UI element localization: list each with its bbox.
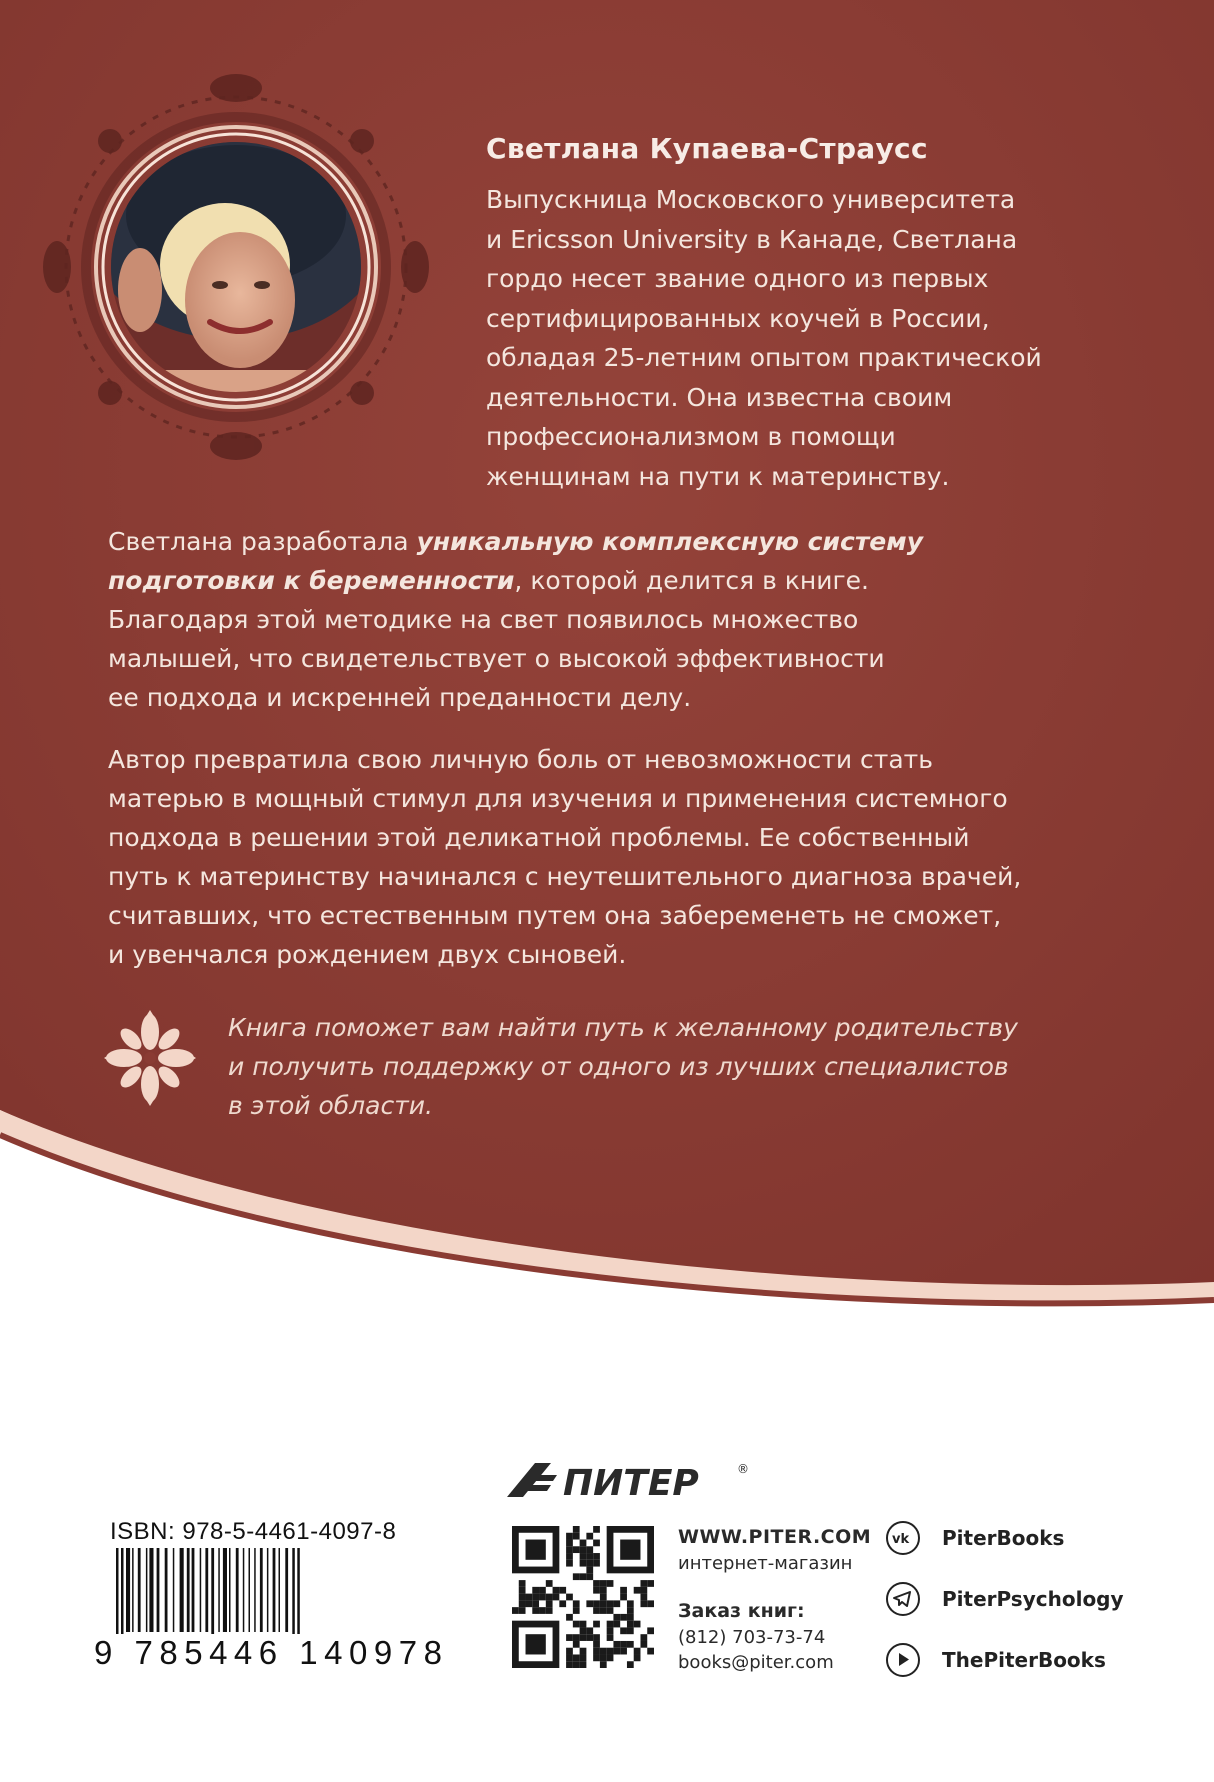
- email-link[interactable]: books@piter.com: [678, 1652, 834, 1673]
- story-paragraph: [108, 740, 1108, 974]
- social-label-youtube[interactable]: ThePiterBooks: [942, 1648, 1106, 1672]
- paragraph-line: [108, 522, 1108, 561]
- qr-module: [566, 1540, 573, 1547]
- qr-module: [566, 1533, 573, 1540]
- qr-module: [580, 1553, 587, 1560]
- qr-module: [607, 1607, 614, 1614]
- qr-module: [580, 1540, 587, 1547]
- qr-module: [532, 1607, 539, 1614]
- qr-module: [600, 1580, 607, 1587]
- qr-module: [546, 1580, 553, 1587]
- qr-module: [640, 1594, 647, 1601]
- qr-module: [620, 1614, 627, 1621]
- paragraph-line: [108, 561, 1108, 600]
- qr-module: [566, 1661, 573, 1668]
- barcode-bar: [192, 1548, 195, 1632]
- barcode-bar: [187, 1548, 190, 1632]
- paragraph-line: считавших, что естественным путем она забеременеть не сможет,: [108, 901, 1002, 930]
- qr-module: [580, 1546, 587, 1553]
- qr-module: [600, 1587, 607, 1594]
- qr-module: [586, 1560, 593, 1567]
- qr-module: [600, 1661, 607, 1668]
- text-plain: , которой делится в книге.: [514, 566, 869, 595]
- logo-text: ПИТЕР: [563, 1463, 699, 1504]
- qr-module: [593, 1607, 600, 1614]
- barcode-bar: [180, 1548, 184, 1632]
- qr-module: [532, 1594, 539, 1601]
- author-bio: [486, 180, 1126, 496]
- barcode-bar: [200, 1548, 202, 1632]
- barcode-bar: [254, 1548, 256, 1632]
- qr-module: [532, 1587, 539, 1594]
- barcode-bar: [146, 1548, 148, 1632]
- qr-module: [647, 1600, 654, 1607]
- qr-module: [600, 1654, 607, 1661]
- bio-line: деятельности. Она известна своим: [486, 382, 953, 412]
- qr-module: [586, 1533, 593, 1540]
- qr-module: [600, 1594, 607, 1601]
- qr-module: [566, 1614, 573, 1621]
- qr-module: [600, 1600, 607, 1607]
- qr-module: [593, 1641, 600, 1648]
- youtube-icon[interactable]: [886, 1643, 920, 1677]
- qr-module: [627, 1627, 634, 1634]
- barcode-bar: [138, 1548, 141, 1632]
- qr-module: [600, 1607, 607, 1614]
- paragraph-line: подхода в решении этой деликатной проблемы. Ее собственный: [108, 823, 970, 852]
- barcode-digits: 9 785446 140978: [94, 1634, 449, 1671]
- qr-module: [586, 1567, 593, 1574]
- qr-module: [620, 1648, 627, 1655]
- qr-module: [539, 1594, 546, 1601]
- qr-module: [620, 1627, 627, 1634]
- qr-module: [573, 1654, 580, 1661]
- social-label-telegram[interactable]: PiterPsychology: [942, 1587, 1124, 1611]
- barcode-bar: [229, 1548, 231, 1632]
- qr-module: [573, 1600, 580, 1607]
- qr-module: [647, 1580, 654, 1587]
- qr-module: [593, 1553, 600, 1560]
- bio-line: профессионализмом в помощи: [486, 422, 896, 451]
- qr-module: [586, 1573, 593, 1580]
- qr-module: [593, 1600, 600, 1607]
- qr-module: [593, 1648, 600, 1655]
- qr-module: [526, 1634, 546, 1654]
- qr-module: [600, 1648, 607, 1655]
- qr-module: [580, 1661, 587, 1668]
- phone-number: (812) 703-73-74: [678, 1627, 826, 1648]
- qr-module: [580, 1654, 587, 1661]
- qr-module: [519, 1607, 526, 1614]
- method-paragraph: [108, 522, 1108, 717]
- paragraph-line: Благодаря этой методике на свет появилось множество: [108, 605, 859, 634]
- qr-module: [593, 1634, 600, 1641]
- website-link[interactable]: WWW.PITER.COM: [678, 1526, 872, 1548]
- telegram-icon[interactable]: [886, 1582, 920, 1616]
- text-plain: Светлана разработала: [108, 527, 417, 556]
- qr-module: [566, 1560, 573, 1567]
- qr-module: [647, 1648, 654, 1655]
- qr-module: [613, 1614, 620, 1621]
- qr-module: [566, 1648, 573, 1655]
- qr-module: [593, 1621, 600, 1628]
- qr-module: [613, 1600, 620, 1607]
- qr-module: [573, 1607, 580, 1614]
- qr-module: [620, 1540, 640, 1560]
- qr-module: [607, 1648, 614, 1655]
- qr-module: [566, 1654, 573, 1661]
- qr-module: [640, 1587, 647, 1594]
- bio-line: обладая 25-летним опытом практической: [486, 343, 1042, 372]
- qr-module: [627, 1661, 634, 1668]
- bio-line: Выпускница Московского университета: [486, 185, 1016, 214]
- qr-module: [593, 1587, 600, 1594]
- qr-module: [553, 1587, 560, 1594]
- piter-logo: [505, 1455, 765, 1505]
- qr-module: [559, 1600, 566, 1607]
- quote-line: Книга поможет вам найти путь к желанному родительству: [228, 1013, 1018, 1042]
- qr-module: [580, 1627, 587, 1634]
- order-label: Заказ книг:: [678, 1600, 805, 1622]
- qr-module: [566, 1634, 573, 1641]
- vk-icon[interactable]: [886, 1521, 920, 1555]
- bio-line: сертифицированных коучей в России,: [486, 303, 990, 333]
- qr-module: [526, 1594, 533, 1601]
- qr-module: [586, 1600, 593, 1607]
- barcode-bar: [126, 1548, 130, 1632]
- qr-module: [519, 1594, 526, 1601]
- isbn-block: [110, 1518, 440, 1546]
- qr-module: [613, 1648, 620, 1655]
- qr-module: [640, 1600, 647, 1607]
- qr-module: [607, 1654, 614, 1661]
- barcode-bar: [279, 1548, 281, 1632]
- qr-module: [512, 1607, 519, 1614]
- shop-label: интернет-магазин: [678, 1553, 853, 1574]
- text-emphasis: уникальную комплексную систему: [416, 527, 923, 556]
- qr-module: [573, 1573, 580, 1580]
- qr-module: [607, 1580, 614, 1587]
- qr-module: [640, 1634, 647, 1641]
- qr-module: [586, 1634, 593, 1641]
- qr-module: [546, 1594, 553, 1601]
- qr-module: [573, 1634, 580, 1641]
- qr-module: [566, 1594, 573, 1601]
- registered-mark: ®: [737, 1462, 749, 1476]
- social-label-vk[interactable]: PiterBooks: [942, 1526, 1065, 1550]
- qr-module: [546, 1607, 553, 1614]
- qr-module: [553, 1594, 560, 1601]
- quote-line: в этой области.: [228, 1091, 433, 1120]
- barcode-bar: [223, 1548, 227, 1632]
- quote-block: [228, 1008, 1128, 1125]
- qr-module: [580, 1573, 587, 1580]
- svg-text:vk: vk: [892, 1532, 910, 1547]
- barcode-bar: [243, 1548, 245, 1632]
- qr-module: [627, 1607, 634, 1614]
- barcode-bar: [273, 1548, 276, 1632]
- qr-module: [559, 1587, 566, 1594]
- barcode-bar: [285, 1548, 288, 1632]
- barcode-bar: [236, 1548, 239, 1632]
- qr-module: [580, 1621, 587, 1628]
- qr-module: [519, 1580, 526, 1587]
- qr-module: [586, 1546, 593, 1553]
- qr-module: [620, 1594, 627, 1601]
- barcode-bar: [267, 1548, 269, 1632]
- qr-module: [586, 1627, 593, 1634]
- qr-module: [586, 1553, 593, 1560]
- barcode-bar: [173, 1548, 175, 1632]
- qr-module: [539, 1607, 546, 1614]
- qr-module: [593, 1580, 600, 1587]
- qr-module: [634, 1654, 641, 1661]
- qr-module: [593, 1560, 600, 1567]
- qr-module: [593, 1526, 600, 1533]
- qr-module: [620, 1641, 627, 1648]
- qr-module: [627, 1600, 634, 1607]
- qr-module: [546, 1600, 553, 1607]
- qr-module: [627, 1614, 634, 1621]
- qr-module: [580, 1634, 587, 1641]
- qr-code[interactable]: [512, 1526, 654, 1668]
- barcode-bar: [205, 1548, 208, 1632]
- barcode-bar: [260, 1548, 263, 1632]
- barcode-bar: [132, 1548, 134, 1632]
- barcode-bar: [165, 1548, 168, 1632]
- qr-module: [573, 1621, 580, 1628]
- qr-module: [526, 1540, 546, 1560]
- qr-module: [640, 1580, 647, 1587]
- qr-module: [593, 1540, 600, 1547]
- paragraph-line: ее подхода и искренней преданности делу.: [108, 683, 692, 712]
- qr-module: [566, 1546, 573, 1553]
- qr-module: [532, 1600, 539, 1607]
- author-name: Светлана Купаева-Страусс: [486, 132, 928, 165]
- barcode-bar: [157, 1548, 160, 1632]
- paragraph-line: матерью в мощный стимул для изучения и применения системного: [108, 784, 1008, 813]
- qr-module: [526, 1600, 533, 1607]
- qr-module: [640, 1641, 647, 1648]
- qr-module: [573, 1526, 580, 1533]
- barcode-bar: [249, 1548, 251, 1632]
- bio-line: гордо несет звание одного из первых: [486, 264, 989, 293]
- qr-module: [613, 1641, 620, 1648]
- qr-module: [607, 1634, 614, 1641]
- qr-module: [627, 1641, 634, 1648]
- bio-line: женщинам на пути к материнству.: [486, 461, 950, 491]
- qr-module: [519, 1600, 526, 1607]
- qr-module: [580, 1648, 587, 1655]
- qr-module: [620, 1587, 627, 1594]
- qr-module: [627, 1621, 634, 1628]
- qr-module: [607, 1600, 614, 1607]
- bio-line: и Ericsson University в Канаде, Светлана: [486, 224, 1018, 254]
- qr-module: [566, 1553, 573, 1560]
- quote-line: и получить поддержку от одного из лучших специалистов: [228, 1052, 1009, 1081]
- paragraph-line: малышей, что свидетельствует о высокой эффективности: [108, 644, 885, 673]
- qr-module: [573, 1661, 580, 1668]
- qr-module: [573, 1641, 580, 1648]
- qr-module: [634, 1587, 641, 1594]
- qr-module: [519, 1587, 526, 1594]
- qr-module: [539, 1587, 546, 1594]
- barcode-bar: [218, 1548, 220, 1632]
- barcode-bar: [149, 1548, 153, 1632]
- isbn-label: ISBN: 978-5-4461-4097-8: [110, 1518, 397, 1545]
- qr-module: [647, 1627, 654, 1634]
- paragraph-line: и увенчался рождением двух сыновей.: [108, 940, 627, 969]
- paragraph-line: путь к материнству начинался с неутешительного диагноза врачей,: [108, 862, 1022, 891]
- qr-module: [573, 1546, 580, 1553]
- qr-module: [634, 1621, 641, 1628]
- qr-module: [613, 1621, 620, 1628]
- qr-module: [573, 1533, 580, 1540]
- paragraph-line: Автор превратила свою личную боль от невозможности стать: [108, 745, 933, 774]
- qr-module: [634, 1648, 641, 1655]
- qr-module: [607, 1621, 614, 1628]
- qr-module: [607, 1627, 614, 1634]
- qr-module: [580, 1560, 587, 1567]
- text-emphasis: подготовки к беременности: [108, 566, 515, 595]
- qr-module: [593, 1654, 600, 1661]
